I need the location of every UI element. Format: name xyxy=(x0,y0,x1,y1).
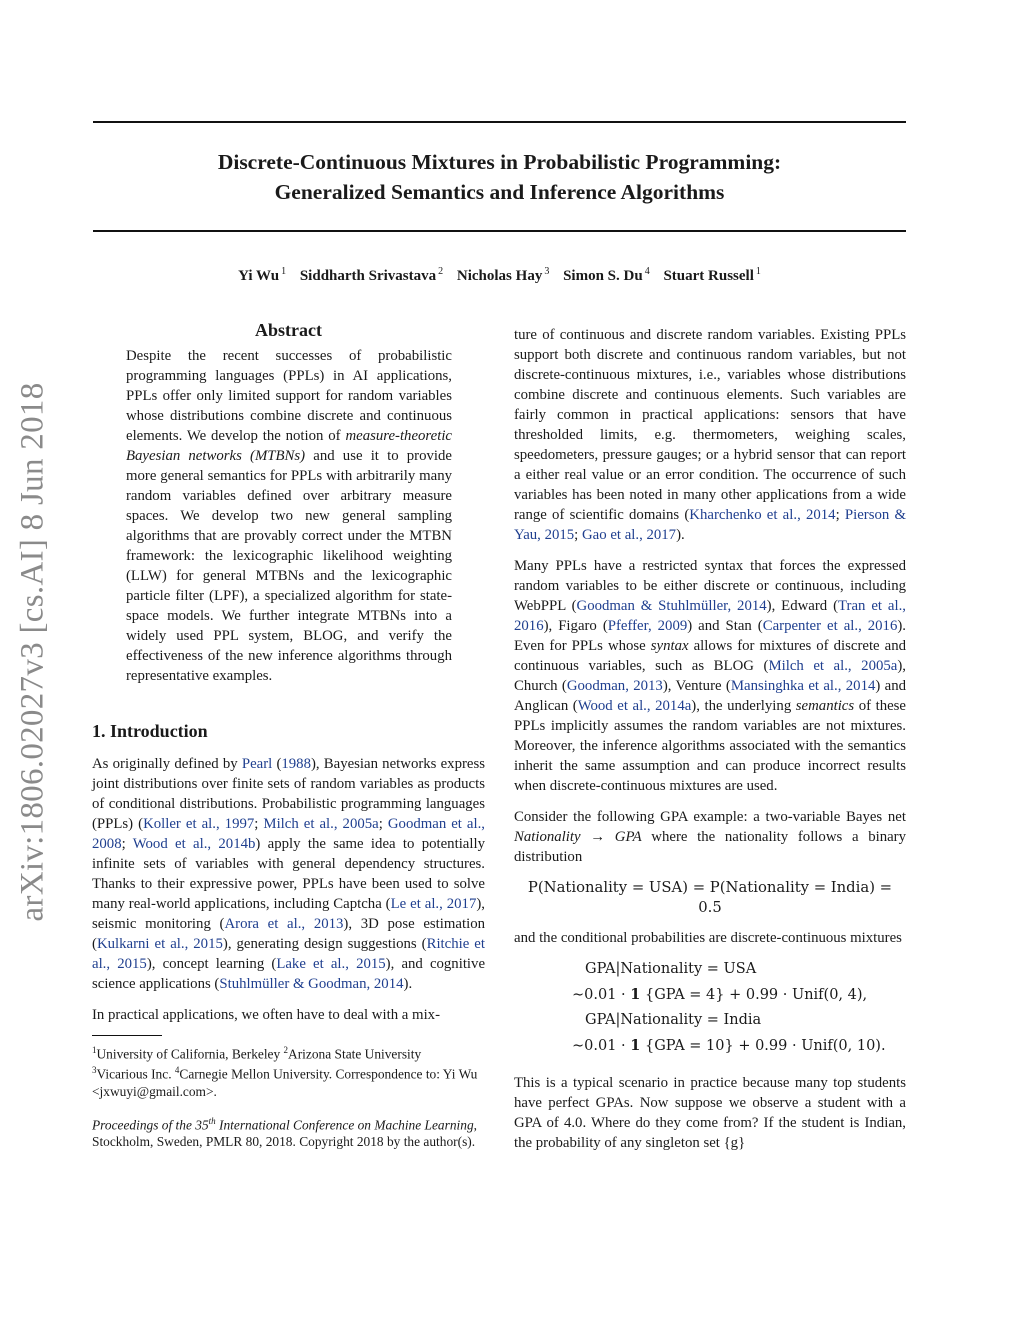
title-rule-top xyxy=(93,121,906,123)
left-column xyxy=(92,320,485,1150)
citation-link[interactable]: Tran et al., 2016 xyxy=(514,598,906,634)
title-rule-bottom xyxy=(93,230,906,232)
author: Yi Wu $^1$ xyxy=(238,266,287,284)
intro-paragraph-2: In practical applications, we often have to deal with a mix- xyxy=(92,1007,441,1023)
citation-link[interactable]: Lake et al., 2015 xyxy=(276,956,386,972)
affiliations-footnote: $^1$University of California, Berkeley $^2$Arizona State University $^3$Vicarious Inc. $^4$Carnegie Mellon University. Correspondence to: Yi Wu <jxwuyi@gmail.com>. xyxy=(92,1045,478,1099)
equation-line: GPA|Nationality = USA xyxy=(585,961,757,977)
citation-link[interactable]: Pearl xyxy=(241,756,273,772)
citation-link[interactable]: Mansinghka et al., 2014 xyxy=(730,678,876,694)
citation-link[interactable]: Kharchenko et al., 2014 xyxy=(689,507,836,523)
citation-link[interactable]: Wood et al., 2014a xyxy=(577,698,692,714)
citation-link[interactable]: Arora et al., 2013 xyxy=(224,916,344,932)
paper-title-line-2: Generalized Semantics and Inference Algorithms xyxy=(274,180,725,204)
body-paragraph: ture of continuous and discrete random variables. Existing PPLs support both discrete and continuous random variables, but not discrete-continuous mixtures, i.e., variables whose distributions combine discrete and continuous elements. Such variables are fairly common in practical applications: sensors that have thresholded limits, e.g. thermometers, weighing scales, speedometers, pressure gauges; or a hybrid sensor that can report a either real value or an error condition. The occurrence of such variables has been noted in many other applications from a wide range of scientific domains (Kharchenko et al., 2014; Pierson & Yau, 2015; Gao et al., 2017). xyxy=(514,327,906,543)
body-paragraph: Consider the following GPA example: a two-variable Bayes net Nationality → GPA where the nationality follows a binary distribution xyxy=(514,809,906,865)
body-paragraph: Many PPLs have a restricted syntax that forces the expressed random variables to be either discrete or continuous, including WebPPL (Goodman & Stuhlmüller, 2014), Edward (Tran et al., 2016), Figaro (Pfeffer, 2009) and Stan (Carpenter et al., 2016). Even for PPLs whose syntax allows for mixtures of discrete and continuous variables, such as BLOG (Milch et al., 2005a), Church (Goodman, 2013), Venture (Mansinghka et al., 2014) and Anglican (Wood et al., 2014a), the underlying semantics of these PPLs implicitly assumes the random variables are not mixtures. Moreover, the inference algorithms associated with the semantics inherit the same assumption and can produce incorrect results when discrete-continuous mixtures are used. xyxy=(514,558,907,794)
author: Stuart Russell $^1$ xyxy=(663,266,761,284)
equation-gpa-mixtures xyxy=(572,957,906,1059)
citation-link[interactable]: Pfeffer, 2009 xyxy=(607,618,688,634)
right-column xyxy=(514,325,906,1153)
citation-link[interactable]: Goodman & Stuhlmüller, 2014 xyxy=(576,598,767,614)
body-paragraph: This is a typical scenario in practice because many top students have perfect GPAs. Now suppose we observe a student with a GPA of 4.0. Where do they come from? If the student is Indian, the probability of any singleton set {g} xyxy=(514,1075,906,1151)
paper-title-line-1: Discrete-Continuous Mixtures in Probabilistic Programming: xyxy=(217,150,782,174)
citation-link[interactable]: Milch et al., 2005a xyxy=(263,816,379,832)
arxiv-stamp: arXiv:1806.02027v3 [cs.AI] 8 Jun 2018 xyxy=(14,382,51,922)
equation-line: GPA|Nationality = India xyxy=(585,1012,762,1028)
citation-link[interactable]: Milch et al., 2005a xyxy=(768,658,898,674)
section-heading-introduction: 1. Introduction xyxy=(92,721,208,741)
author: Simon S. Du $^4$ xyxy=(563,266,650,284)
footnote-rule xyxy=(92,1035,162,1036)
citation-link[interactable]: Goodman et al., 2008 xyxy=(92,816,486,852)
citation-link[interactable]: Carpenter et al., 2016 xyxy=(762,618,898,634)
author: Siddharth Srivastava $^2$ xyxy=(299,266,444,284)
citation-link[interactable]: Le et al., 2017 xyxy=(390,896,477,912)
equation-nationality-prior: P(Nationality = USA) = P(Nationality = India) = 0.5 xyxy=(527,879,893,916)
citation-link[interactable]: Koller et al., 1997 xyxy=(143,816,255,832)
body-paragraph: and the conditional probabilities are discrete-continuous mixtures xyxy=(514,930,902,946)
mtbn-term: measure-theoretic Bayesian networks (MTBNs) xyxy=(126,428,452,464)
author-list xyxy=(93,266,906,285)
citation-link[interactable]: 1988 xyxy=(281,756,311,772)
abstract-text: Despite the recent successes of probabilistic programming languages (PPLs) in AI applications, PPLs offer only limited support for random variables whose distributions combine discrete and continuous elements. We develop the notion of measure-theoretic Bayesian networks (MTBNs) and use it to provide more general semantics for PPLs with arbitrarily many random variables defined over arbitrary measure spaces. We develop two new general sampling algorithms that are provably correct under the MTBN framework: the lexicographic likelihood weighting (LLW) for general MTBNs and the lexicographic particle filter (LPF), a specialized algorithm for state-space models. We further integrate MTBNs into a widely used PPL system, BLOG, and verify the effectiveness of the new inference algorithms through representative examples. xyxy=(126,348,452,684)
proceedings-footnote: Proceedings of the 35th International Conference on Machine Learning, Stockholm, Sweden, PMLR 80, 2018. Copyright 2018 by the author(s). xyxy=(92,1115,478,1150)
equation-line: ∼0.01 · 1 {GPA = 10} + 0.99 · Unif(0, 10). xyxy=(572,1037,886,1054)
citation-link[interactable]: Stuhlmüller & Goodman, 2014 xyxy=(219,976,404,992)
citation-link[interactable]: Pierson & Yau, 2015 xyxy=(514,507,906,543)
citation-link[interactable]: Kulkarni et al., 2015 xyxy=(96,936,223,952)
abstract-heading: Abstract xyxy=(255,320,322,340)
equation-line: ∼0.01 · 1 {GPA = 4} + 0.99 · Unif(0, 4), xyxy=(572,986,868,1003)
citation-link[interactable]: Gao et al., 2017 xyxy=(581,527,677,543)
footnotes xyxy=(92,1042,485,1150)
citation-link[interactable]: Ritchie et al., 2015 xyxy=(92,936,485,972)
author: Nicholas Hay $^3$ xyxy=(456,266,550,284)
citation-link[interactable]: Wood et al., 2014b xyxy=(132,836,256,852)
intro-paragraph-1: As originally defined by Pearl (1988), Bayesian networks express joint distributions over finite sets of random variables as products of conditional distributions. Probabilistic programming languages (PPLs) (Koller et al., 1997; Milch et al., 2005a; Goodman et al., 2008; Wood et al., 2014b) apply the same idea to potentially infinite sets of variables with general dependency structures. Thanks to their expressive power, PPLs have been used to solve many real-world applications, including Captcha (Le et al., 2017), seismic monitoring (Arora et al., 2013), 3D pose estimation (Kulkarni et al., 2015), generating design suggestions (Ritchie et al., 2015), concept learning (Lake et al., 2015), and cognitive science applications (Stuhlmüller & Goodman, 2014). xyxy=(92,756,486,992)
citation-link[interactable]: Goodman, 2013 xyxy=(566,678,663,694)
